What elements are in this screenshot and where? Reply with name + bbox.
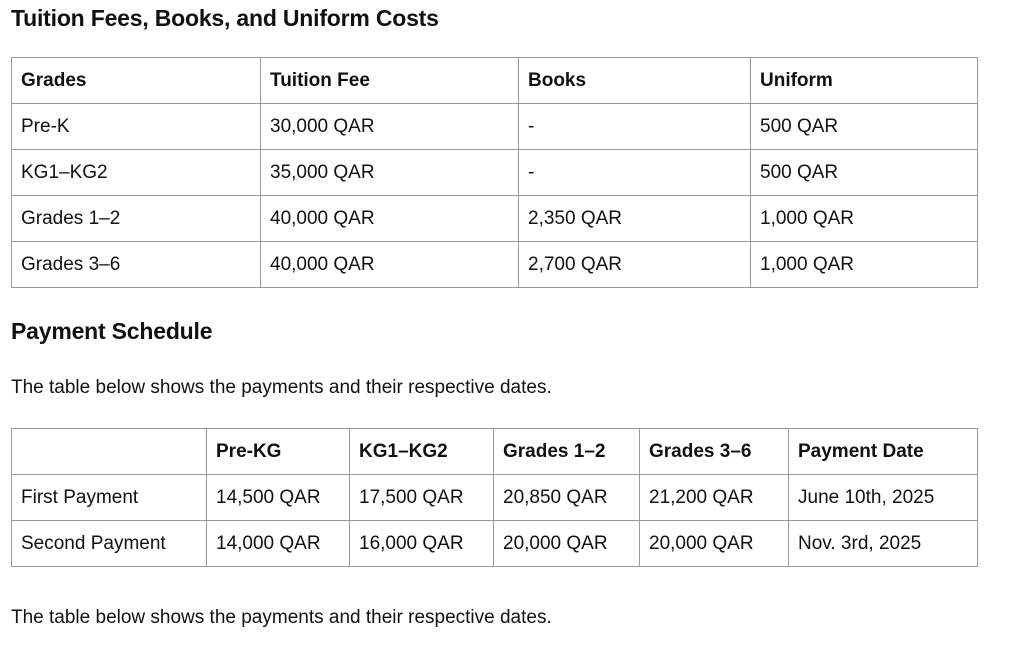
table-row	[12, 521, 978, 567]
cell-grades-1-2: 20,000 QAR	[494, 521, 640, 567]
header-tuition-fee: Tuition Fee	[261, 58, 519, 104]
cell-tuition: 40,000 QAR	[261, 196, 519, 242]
schedule-header-row	[12, 429, 978, 475]
cell-uniform: 500 QAR	[751, 150, 978, 196]
cell-kg1-kg2: 17,500 QAR	[350, 475, 494, 521]
header-grades-1-2: Grades 1–2	[494, 429, 640, 475]
cell-books: 2,350 QAR	[519, 196, 751, 242]
cell-books: -	[519, 150, 751, 196]
cell-tuition: 35,000 QAR	[261, 150, 519, 196]
header-pre-kg: Pre-KG	[207, 429, 350, 475]
cell-uniform: 500 QAR	[751, 104, 978, 150]
fees-header-row	[12, 58, 978, 104]
cell-payment-label: Second Payment	[12, 521, 207, 567]
cell-uniform: 1,000 QAR	[751, 242, 978, 288]
cell-grade: KG1–KG2	[12, 150, 261, 196]
cell-uniform: 1,000 QAR	[751, 196, 978, 242]
cell-books: 2,700 QAR	[519, 242, 751, 288]
cell-payment-date: Nov. 3rd, 2025	[789, 521, 978, 567]
header-uniform: Uniform	[751, 58, 978, 104]
header-grades: Grades	[12, 58, 261, 104]
cell-tuition: 30,000 QAR	[261, 104, 519, 150]
cell-payment-label: First Payment	[12, 475, 207, 521]
table-row	[12, 150, 978, 196]
table-row	[12, 196, 978, 242]
payment-schedule-table	[11, 428, 978, 567]
schedule-outro-text: The table below shows the payments and their respective dates.	[11, 607, 552, 628]
schedule-section-title: Payment Schedule	[11, 318, 213, 344]
cell-tuition: 40,000 QAR	[261, 242, 519, 288]
cell-pre-kg: 14,000 QAR	[207, 521, 350, 567]
cell-grade: Pre-K	[12, 104, 261, 150]
header-kg1-kg2: KG1–KG2	[350, 429, 494, 475]
table-row	[12, 104, 978, 150]
fees-section-title: Tuition Fees, Books, and Uniform Costs	[11, 5, 439, 31]
schedule-intro-text: The table below shows the payments and their respective dates.	[11, 377, 552, 398]
cell-grades-3-6: 20,000 QAR	[640, 521, 789, 567]
cell-grades-1-2: 20,850 QAR	[494, 475, 640, 521]
cell-grades-3-6: 21,200 QAR	[640, 475, 789, 521]
cell-books: -	[519, 104, 751, 150]
header-empty	[12, 429, 207, 475]
table-row	[12, 475, 978, 521]
header-books: Books	[519, 58, 751, 104]
cell-pre-kg: 14,500 QAR	[207, 475, 350, 521]
header-payment-date: Payment Date	[789, 429, 978, 475]
cell-kg1-kg2: 16,000 QAR	[350, 521, 494, 567]
table-row	[12, 242, 978, 288]
fees-table	[11, 57, 978, 288]
cell-grade: Grades 3–6	[12, 242, 261, 288]
header-grades-3-6: Grades 3–6	[640, 429, 789, 475]
cell-payment-date: June 10th, 2025	[789, 475, 978, 521]
cell-grade: Grades 1–2	[12, 196, 261, 242]
